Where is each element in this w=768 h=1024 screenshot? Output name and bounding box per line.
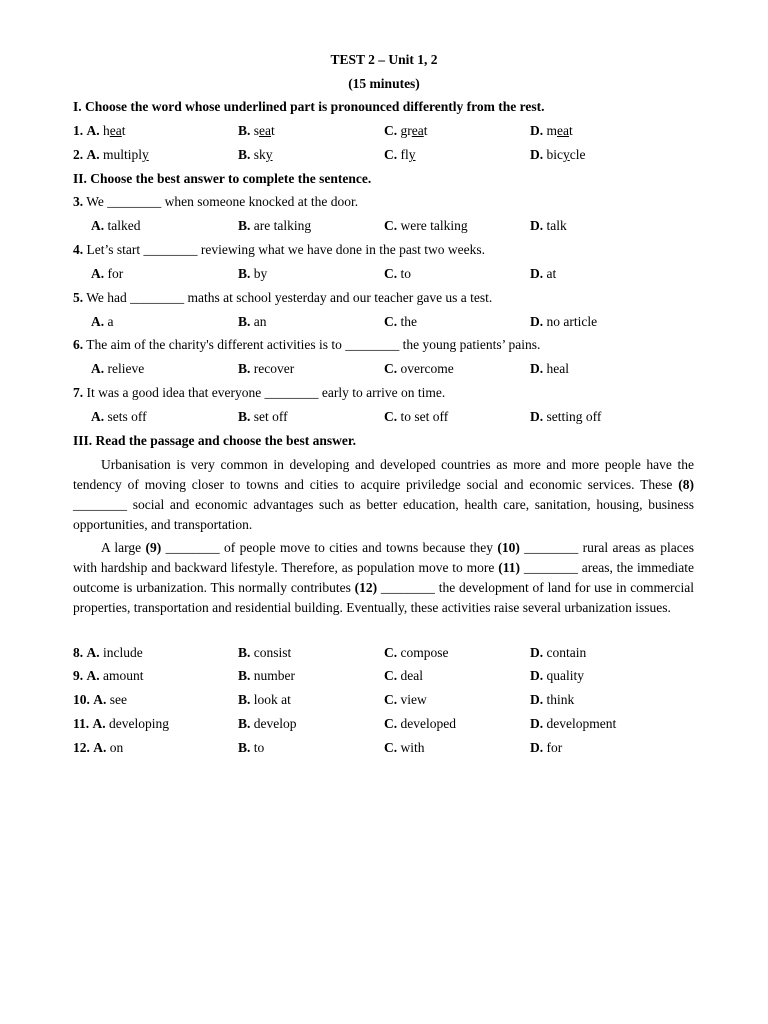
q5-option-c: C. the [384, 314, 417, 329]
q1-option-d: D. meat [530, 123, 573, 138]
section1-heading: I. Choose the word whose underlined part is pronounced differently from the rest. [73, 99, 545, 114]
q10-option-a: 10. A. see [73, 692, 127, 707]
q11-option-c: C. developed [384, 716, 456, 731]
q4-option-c: C. to [384, 266, 412, 281]
q10-option-b: B. look at [238, 692, 291, 707]
q12-option-a: 12. A. on [73, 740, 124, 755]
q8-option-d: D. contain [530, 645, 587, 660]
question-12 [73, 738, 695, 758]
q5-option-d: D. no article [530, 314, 598, 329]
q11-option-b: B. develop [238, 716, 297, 731]
q6-option-c: C. overcome [384, 361, 454, 376]
section2-heading: II. Choose the best answer to complete the sentence. [73, 171, 372, 186]
q4-option-d: D. at [530, 266, 557, 281]
q2-option-a: 2. A. multiply [73, 147, 149, 162]
q8-option-a: 8. A. include [73, 645, 143, 660]
q9-option-b: B. number [238, 668, 296, 683]
question-2 [73, 145, 695, 165]
question-7-stem: 7. It was a good idea that everyone ________ early to arrive on time. [73, 385, 446, 400]
question-3-options [73, 216, 695, 236]
q10-option-c: C. view [384, 692, 427, 707]
q9-option-c: C. deal [384, 668, 423, 683]
question-8 [73, 643, 695, 663]
q5-option-b: B. an [238, 314, 267, 329]
q3-option-c: C. were talking [384, 218, 468, 233]
q6-option-d: D. heal [530, 361, 569, 376]
question-10 [73, 690, 695, 710]
q5-option-a: A. a [91, 314, 114, 329]
q8-option-b: B. consist [238, 645, 292, 660]
q9-option-a: 9. A. amount [73, 668, 144, 683]
q2-option-d: D. bicycle [530, 147, 586, 162]
q2-option-c: C. fly [384, 147, 416, 162]
question-11 [73, 714, 695, 734]
q4-option-b: B. by [238, 266, 268, 281]
q10-option-d: D. think [530, 692, 575, 707]
section3-heading: III. Read the passage and choose the best answer. [73, 433, 357, 448]
question-7-options [73, 407, 695, 427]
question-3-stem: 3. We ________ when someone knocked at the door. [73, 194, 359, 209]
q7-option-d: D. setting off [530, 409, 602, 424]
q6-option-b: B. recover [238, 361, 295, 376]
passage-paragraph-1: Urbanisation is very common in developing and developed countries as more and more people have the tendency of moving closer to towns and cities to acquire priviledge social and economic services. These (8) ________ social and economic advantages such as better education, health care, sanitation, housing, business opportunities, and transportation. [73, 457, 694, 532]
q1-option-b: B. seat [238, 123, 275, 138]
passage-paragraph-2: A large (9) ________ of people move to cities and towns because they (10) ________ rural areas as places with hardship and backward lifestyle. Therefore, as population move to more (11) ________ areas, the immediate outcome is urbanization. This normally contributes (12) ________ the development of land for use in commercial properties, transportation and residential building. Eventually, these activities raise several urbanization issues. [73, 540, 694, 615]
q11-option-d: D. development [530, 716, 617, 731]
q1-option-c: C. great [384, 123, 428, 138]
question-1 [73, 121, 695, 141]
q2-option-b: B. sky [238, 147, 273, 162]
q7-option-b: B. set off [238, 409, 288, 424]
q1-option-a: 1. A. heat [73, 123, 126, 138]
q3-option-d: D. talk [530, 218, 567, 233]
question-5-stem: 5. We had ________ maths at school yesterday and our teacher gave us a test. [73, 290, 493, 305]
question-6-options [73, 359, 695, 379]
question-6-stem: 6. The aim of the charity's different activities is to ________ the young patients’ pains. [73, 337, 541, 352]
q9-option-d: D. quality [530, 668, 584, 683]
q11-option-a: 11. A. developing [73, 716, 170, 731]
q8-option-c: C. compose [384, 645, 449, 660]
q12-option-d: D. for [530, 740, 563, 755]
q4-option-a: A. for [91, 266, 124, 281]
question-4-stem: 4. Let’s start ________ reviewing what we have done in the past two weeks. [73, 242, 486, 257]
q7-option-a: A. sets off [91, 409, 147, 424]
q12-option-c: C. with [384, 740, 425, 755]
q3-option-b: B. are talking [238, 218, 312, 233]
q12-option-b: B. to [238, 740, 265, 755]
q7-option-c: C. to set off [384, 409, 449, 424]
question-4-options [73, 264, 695, 284]
duration: (15 minutes) [348, 76, 420, 91]
page-title: TEST 2 – Unit 1, 2 [330, 52, 438, 67]
q3-option-a: A. talked [91, 218, 141, 233]
q6-option-a: A. relieve [91, 361, 145, 376]
question-5-options [73, 312, 695, 332]
question-9 [73, 666, 695, 686]
